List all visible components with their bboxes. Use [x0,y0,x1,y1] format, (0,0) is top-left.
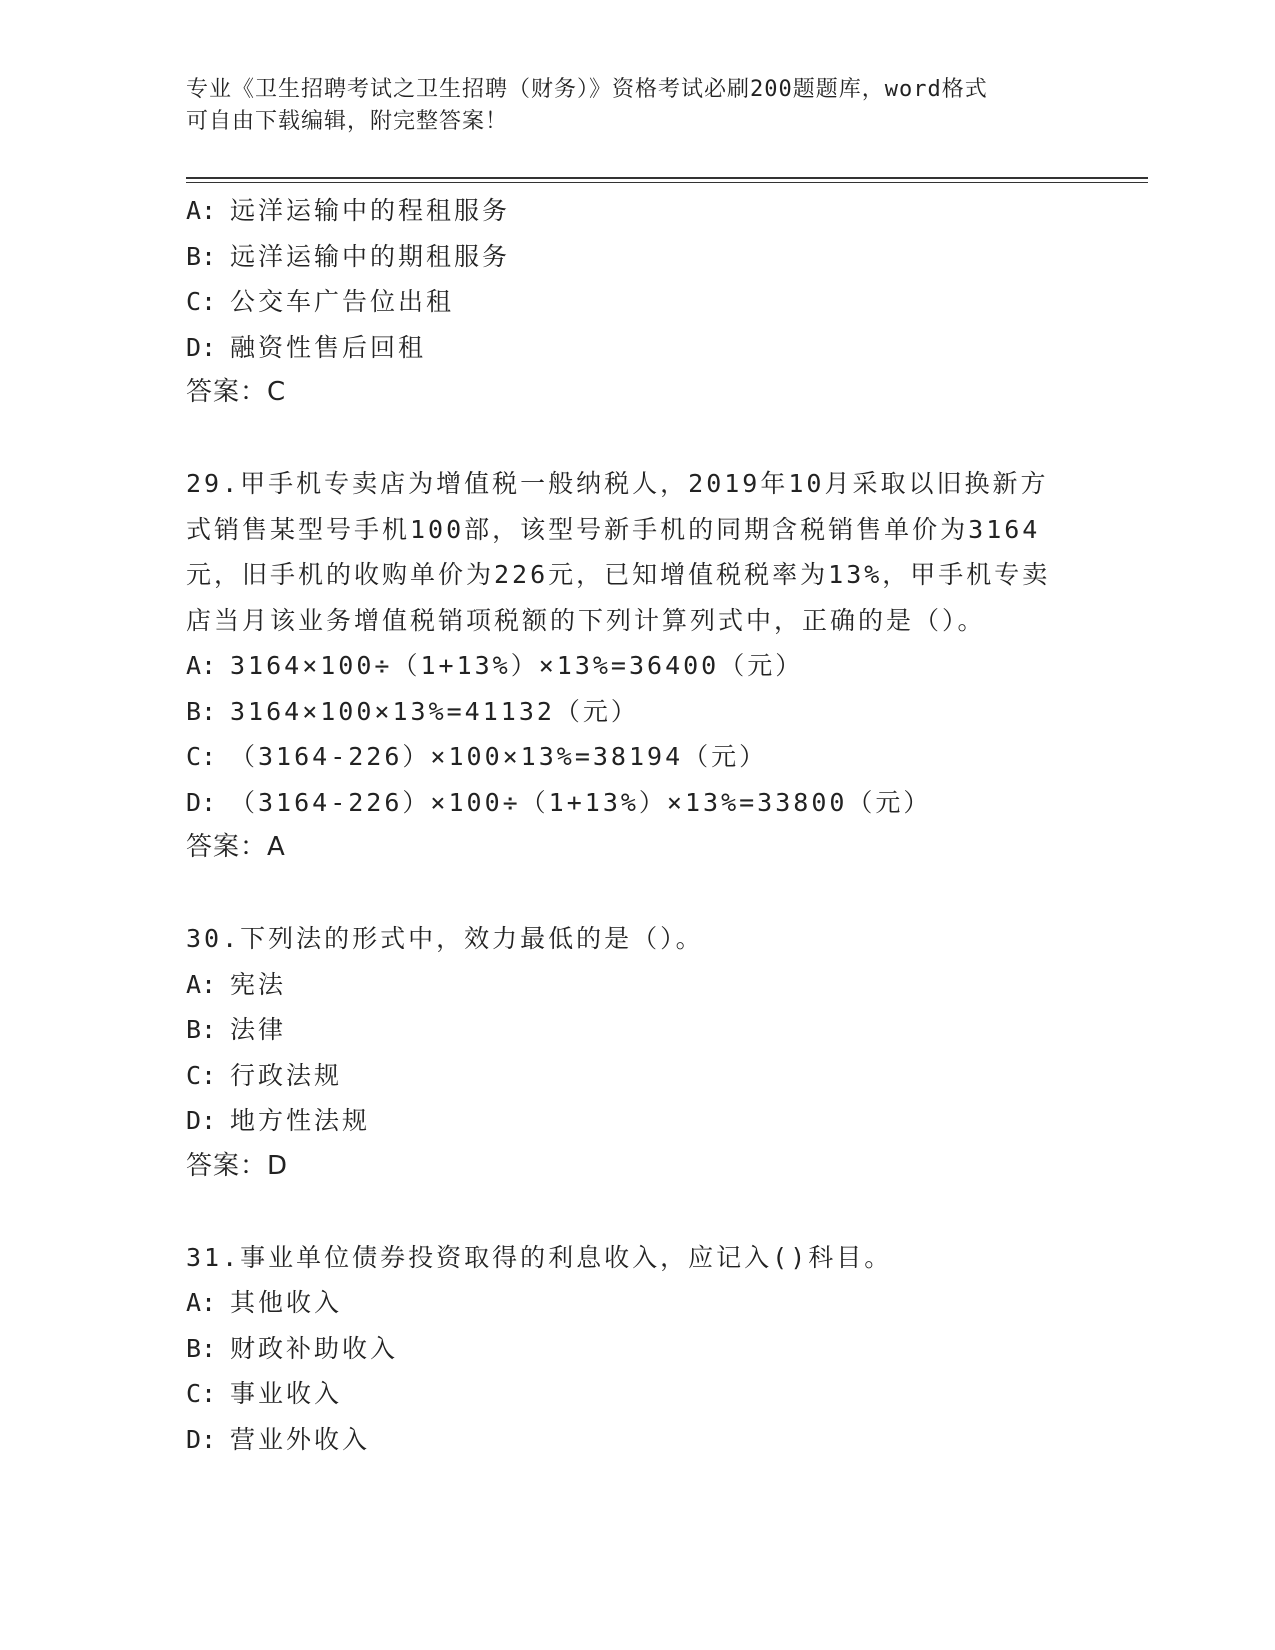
option-letter: A: [186,969,217,999]
option-text: 营业外收入 [230,1424,371,1454]
option-b [186,234,1086,280]
spacer [186,1189,1086,1235]
option-text: 公交车广告位出租 [230,287,455,316]
spacer [186,416,1086,462]
question-text-line: 30.下列法的形式中，效力最低的是（）。 [186,924,704,953]
answer-line: 答案：A [186,832,286,862]
option-letter: A: [186,1288,217,1317]
question-text-line: 31.事业单位债券投资取得的利息收入，应记入()科目。 [186,1242,893,1272]
option-d [186,780,1086,826]
option-b [186,1007,1086,1053]
option-text: 法律 [230,1015,287,1044]
option-c [186,1053,1086,1099]
option-text: 3164×100×13%=41132（元） [230,696,639,726]
option-text: 远洋运输中的期租服务 [230,241,511,271]
document-header [186,74,1066,138]
question-text-line: 店当月该业务增值税销项税额的下列计算列式中，正确的是（）。 [186,605,986,635]
option-c [186,734,1086,780]
option-a [186,1280,1086,1326]
option-text: （3164-226）×100÷（1+13%）×13%=33800（元） [230,787,932,817]
option-text: （3164-226）×100×13%=38194（元） [230,742,768,771]
option-letter: B: [186,1015,217,1044]
option-d [186,1417,1086,1463]
header-line-2: 可自由下载编辑，附完整答案！ [186,109,509,134]
option-letter: D: [186,1106,217,1135]
option-text: 宪法 [230,969,287,999]
answer-line: 答案：C [186,377,287,407]
option-text: 远洋运输中的程租服务 [230,196,511,225]
header-rule-thin [186,182,1148,183]
option-text: 事业收入 [230,1379,343,1408]
option-letter: A: [186,196,217,225]
question-28 [186,188,1086,416]
question-list [186,188,1086,1462]
option-a [186,188,1086,234]
option-b [186,689,1086,735]
option-letter: C: [186,287,217,316]
option-text: 行政法规 [230,1060,343,1090]
option-letter: B: [186,696,217,726]
option-letter: C: [186,1379,217,1408]
option-a [186,962,1086,1008]
option-letter: D: [186,1424,217,1454]
option-d [186,1098,1086,1144]
option-c [186,1371,1086,1417]
option-letter: D: [186,787,217,817]
option-letter: B: [186,241,217,271]
question-text-line: 式销售某型号手机100部，该型号新手机的同期含税销售单价为3164 [186,514,1041,544]
option-letter: B: [186,1333,217,1363]
option-b [186,1326,1086,1372]
option-text: 3164×100÷（1+13%）×13%=36400（元） [230,651,804,680]
option-text: 财政补助收入 [230,1333,399,1363]
question-31 [186,1235,1086,1463]
option-text: 地方性法规 [230,1106,371,1135]
header-rule-thick [186,177,1148,179]
header-line-1: 专业《卫生招聘考试之卫生招聘（财务）》资格考试必刷200题题库，word格式 [186,77,988,102]
option-a [186,643,1086,689]
spacer [186,871,1086,917]
option-letter: C: [186,1060,217,1090]
option-text: 融资性售后回租 [230,332,427,362]
option-letter: D: [186,332,217,362]
option-letter: A: [186,651,217,680]
option-letter: C: [186,742,217,771]
answer-line: 答案：D [186,1150,289,1181]
option-c [186,279,1086,325]
option-d [186,325,1086,371]
question-29 [186,461,1086,871]
question-text-line: 29.甲手机专卖店为增值税一般纳税人，2019年10月采取以旧换新方 [186,469,1049,498]
question-text-line: 元，旧手机的收购单价为226元，已知增值税税率为13%，甲手机专卖 [186,560,1051,589]
question-30 [186,916,1086,1189]
option-text: 其他收入 [230,1288,343,1317]
